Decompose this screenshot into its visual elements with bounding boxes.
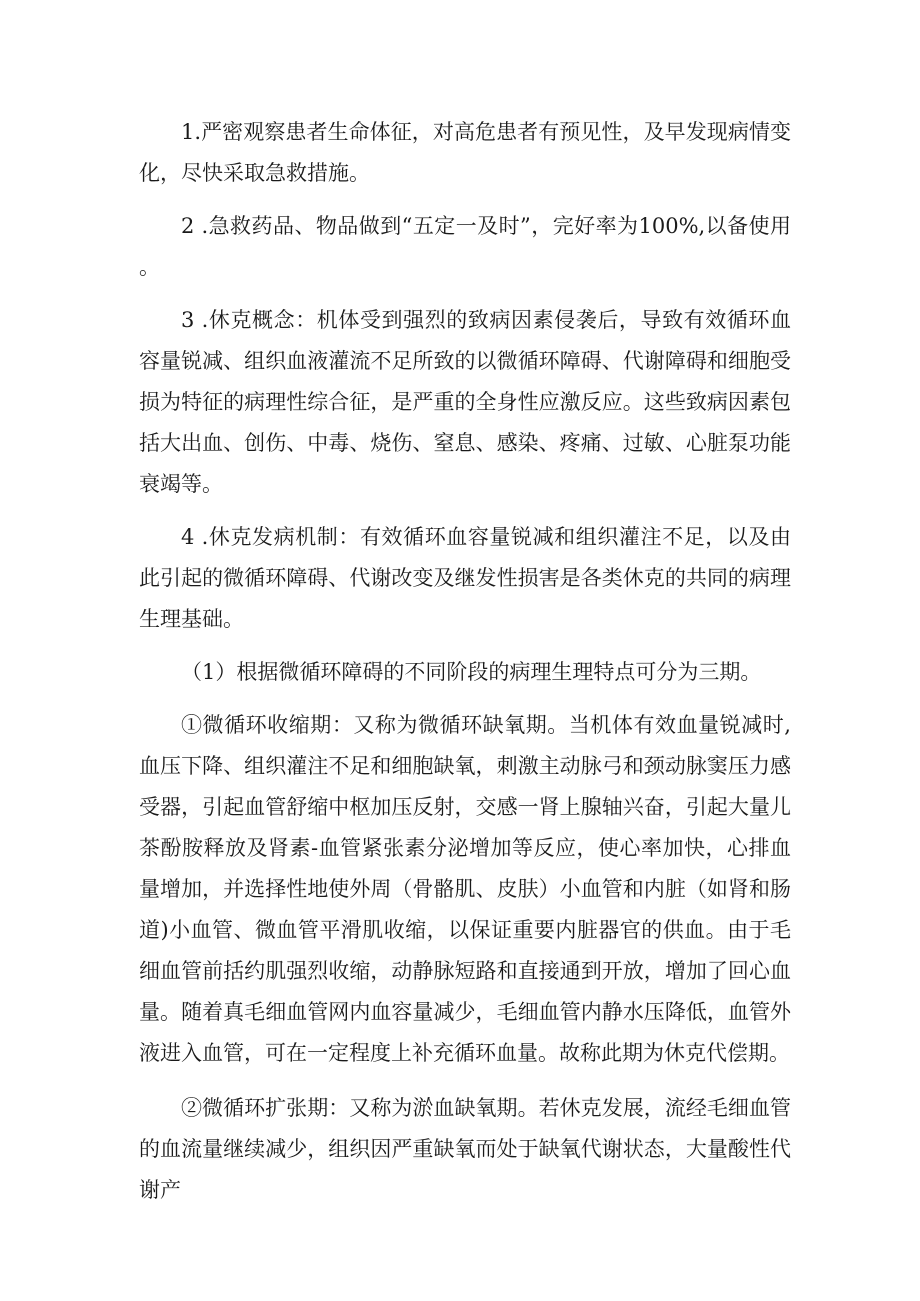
paragraph-shock-mechanism: 4 .休克发病机制：有效循环血容量锐减和组织灌注不足，以及由此引起的微循环障碍、代谢改变及继发性损害是各类休克的共同的病理生理基础。 bbox=[139, 525, 791, 631]
document-body bbox=[139, 112, 791, 1211]
paragraph-contraction-stage: ①微循环收缩期：又称为微循环缺氧期。当机体有效血量锐减时,血压下降、组织灌注不足和细胞缺氧，刺激主动脉弓和颈动脉窦压力感受器，引起血管舒缩中枢加压反射，交感一肾上腺轴兴奋，引起大量儿茶酚胺释放及肾素-血管紧张素分泌增加等反应，使心率加快，心排血量增加，并选择性地使外周（骨骼肌、皮肤）小血管和内脏（如肾和肠道)小血管、微血管平滑肌收缩，以保证重要内脏器官的供血。由于毛细血管前括约肌强烈收缩，动静脉短路和直接通到开放，增加了回心血量。随着真毛细血管网内血容量减少，毛细血管内静水压降低，血管外液进入血管，可在一定程度上补充循环血量。故称此期为休克代偿期。 bbox=[139, 713, 791, 1065]
paragraph-monitoring: 1.严密观察患者生命体征，对高危患者有预见性，及早发现病情变化，尽快采取急救措施。 bbox=[139, 120, 791, 185]
paragraph-three-stages: （1）根据微循环障碍的不同阶段的病理生理特点可分为三期。 bbox=[181, 660, 762, 684]
paragraph-shock-definition: 3 .休克概念：机体受到强烈的致病因素侵袭后，导致有效循环血容量锐减、组织血液灌流不足所致的以微循环障碍、代谢障碍和细胞受损为特征的病理性综合征，是严重的全身性应激反应。这些致病因素包括大出血、创伤、中毒、烧伤、窒息、感染、疼痛、过敏、心脏泵功能衰竭等。 bbox=[139, 308, 791, 496]
paragraph-dilation-stage: ②微循环扩张期：又称为淤血缺氧期。若休克发展，流经毛细血管的血流量继续减少，组织因严重缺氧而处于缺氧代谢状态，大量酸性代谢产 bbox=[139, 1096, 791, 1202]
paragraph-emergency-supplies: 2 .急救药品、物品做到“五定一及时”，完好率为100%,以备使用。 bbox=[139, 214, 791, 279]
